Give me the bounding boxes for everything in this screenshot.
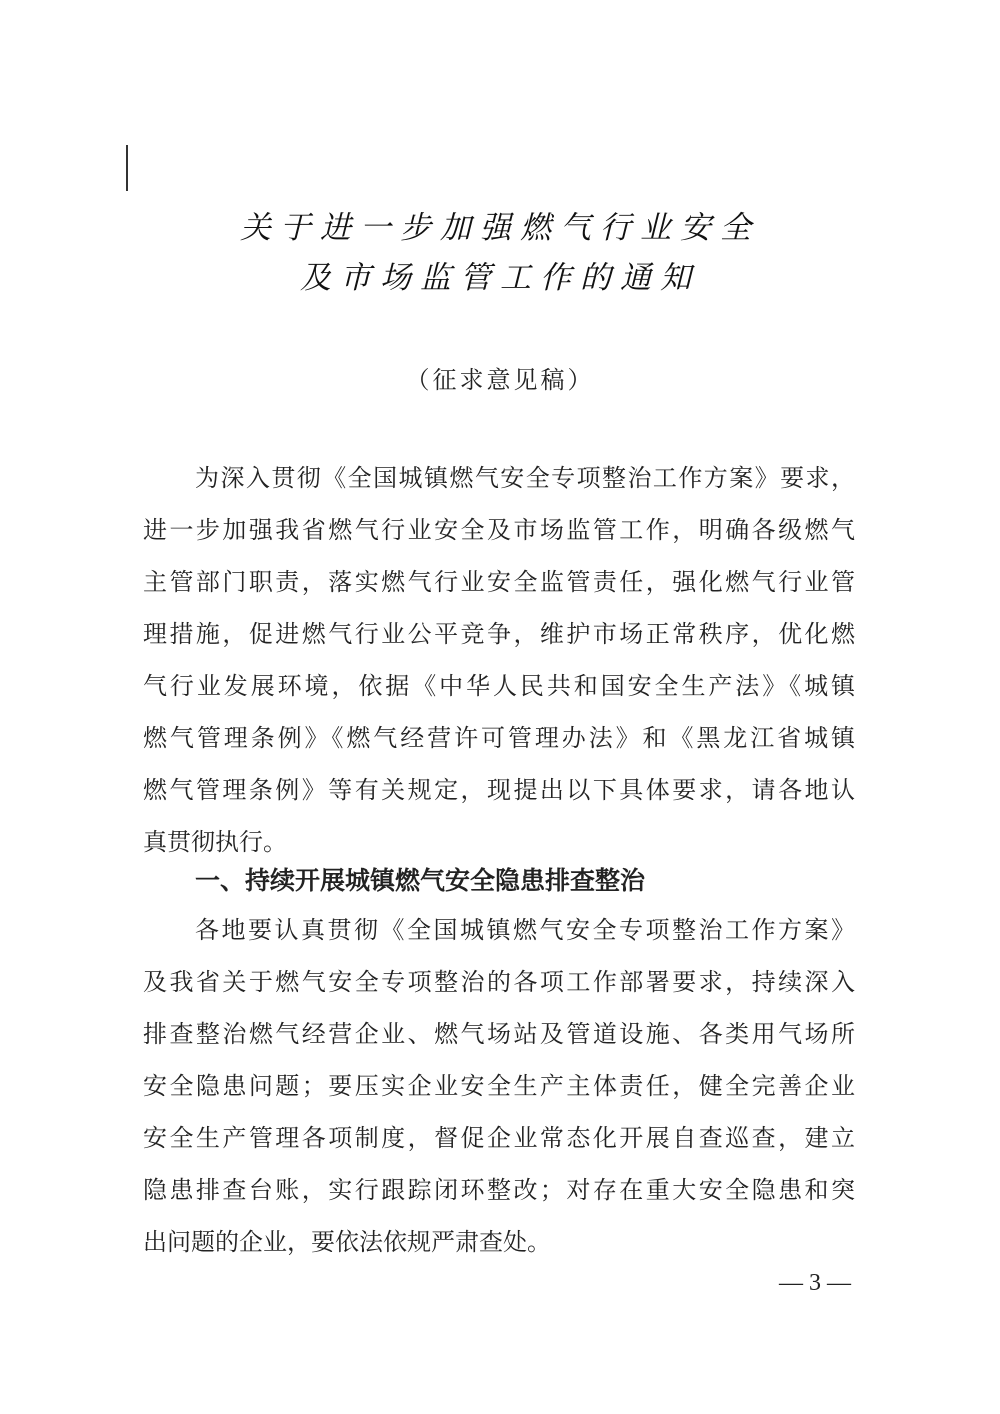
margin-binding-line — [126, 145, 128, 191]
text-line: 排查整治燃气经营企业、燃气场站及管道设施、各类用气场所 — [143, 1020, 855, 1048]
text-line: 隐患排查台账，实行跟踪闭环整改；对存在重大安全隐患和突 — [143, 1176, 855, 1204]
text-line: 理措施，促进燃气行业公平竞争，维护市场正常秩序，优化燃 — [143, 620, 855, 648]
text-line: 进一步加强我省燃气行业安全及市场监管工作，明确各级燃气 — [143, 516, 855, 544]
text-line: 为深入贯彻《全国城镇燃气安全专项整治工作方案》要求， — [195, 464, 855, 492]
text-line: 主管部门职责，落实燃气行业安全监管责任，强化燃气行业管 — [143, 568, 855, 596]
text-line: 出问题的企业，要依法依规严肃查处。 — [143, 1228, 551, 1256]
text-line: 及我省关于燃气安全专项整治的各项工作部署要求，持续深入 — [143, 968, 855, 996]
section-heading-1: 一、持续开展城镇燃气安全隐患排查整治 — [195, 866, 646, 895]
document-title-line-2: 及市场监管工作的通知 — [300, 260, 700, 296]
text-line: 燃气管理条例》等有关规定，现提出以下具体要求，请各地认 — [143, 776, 855, 804]
text-line: 气行业发展环境，依据《中华人民共和国安全生产法》《城镇 — [143, 672, 855, 700]
document-subtitle: （征求意见稿） — [405, 366, 595, 394]
text-line: 安全生产管理各项制度，督促企业常态化开展自查巡查，建立 — [143, 1124, 855, 1152]
text-line: 安全隐患问题；要压实企业安全生产主体责任，健全完善企业 — [143, 1072, 855, 1100]
text-line: 真贯彻执行。 — [143, 828, 287, 856]
page-number: — 3 — — [779, 1270, 851, 1296]
document-title-line-1: 关于进一步加强燃气行业安全 — [240, 210, 760, 246]
text-line: 燃气管理条例》《燃气经营许可管理办法》和《黑龙江省城镇 — [143, 724, 855, 752]
text-line: 各地要认真贯彻《全国城镇燃气安全专项整治工作方案》 — [195, 916, 855, 944]
